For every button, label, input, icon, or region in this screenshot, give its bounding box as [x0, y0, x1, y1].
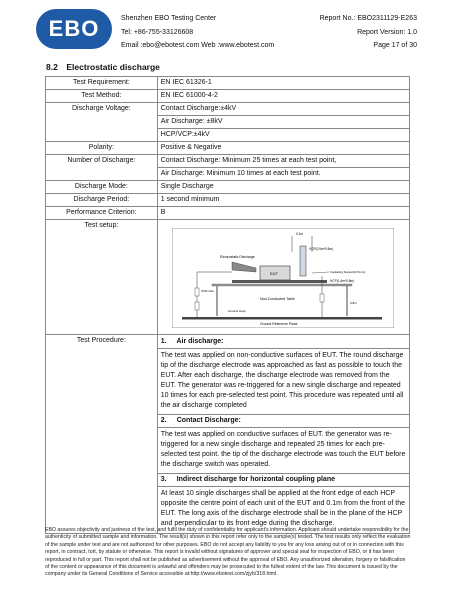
table-row	[46, 155, 410, 181]
discharge-period-value: 1 second minimum	[157, 194, 409, 207]
procedure-3-body: At least 10 single discharges shall be applied at the front edge of each HCP opposite the centre point of each unit of the EUT and 0.1m from the front of the EUT. The long axis of the discharge electrode shall be in the plane of the HCP and perpendicular to its front edge during the discharge.	[160, 490, 405, 527]
number-of-discharge-label: Number of Discharge:	[46, 155, 158, 181]
eut-label: EUT	[269, 271, 278, 276]
table-row	[46, 77, 410, 90]
ground-plane	[182, 317, 382, 320]
disclaimer-footer: EBO assures objectivity and justness of the test, and fulfil the duty of confidentiality for applicant's information. Applicant should undertake responsibility for the authenticity of submitted sample and information. The result(s) shown in this report refer only to the sample(s) tested. The test results only reflect the evaluation of the sample under test and are not authorized for other purposes. EBO do not accept any liability to you for any loss arising out of or in connection with this report, in contract, tort, by statute or otherwise. This report is invalid without signatures of approver and special seal for inspection of EBO, or it has been reproduced in full or part. This report shall not be published as advertisement without the approval of EBO. Any unauthorized alteration, forgery or falsification of the content or appearance of this document is unlawful and offenders may be prosecuted to the fullest extent of the law. This document is issued by the company under its General Conditions of Service accessible at:http://www.ebotest.com/zjyb/318.html.	[45, 527, 411, 578]
hcp-label: HCP(1.6m*0.8m)	[329, 279, 355, 283]
procedure-2-title: Contact Discharge:	[176, 417, 241, 424]
procedure-3-number: 3.	[160, 476, 167, 483]
ground-strap-label: Ground strap	[227, 309, 246, 313]
report-number: Report No.: EBO2311129-E263	[319, 15, 417, 22]
table-top	[212, 284, 352, 286]
procedure-3-heading	[158, 474, 409, 487]
company-name: Shenzhen EBO Testing Center	[121, 15, 217, 22]
esd-spec-table	[45, 76, 410, 534]
discharge-mode-label: Discharge Mode:	[46, 181, 158, 194]
procedure-2-number: 2.	[160, 417, 167, 424]
test-method-label: Test Method:	[46, 90, 158, 103]
vcp-dimension-label: 0.1m	[295, 232, 303, 236]
procedure-2-body: The test was applied on conductive surfaces of EUT. the generator was re-triggered for a new single discharge and repeated 25 times for each pre-selected test point. the tip of the discharge electrode was touch the EUT before the discharge switch was operated.	[158, 428, 409, 474]
discharge-period-label: Discharge Period:	[46, 194, 158, 207]
test-requirement-value: EN IEC 61326-1	[157, 77, 409, 90]
resistor-icon	[195, 288, 199, 296]
section-number: 8.2	[46, 62, 58, 72]
test-setup-label: Test setup:	[46, 220, 158, 335]
table-row	[46, 207, 410, 220]
company-email-web: Email :ebo@ebotest.com Web :www.ebotest.com	[121, 42, 275, 49]
esd-test-setup-diagram	[172, 228, 394, 328]
vcp-plate	[300, 246, 306, 276]
performance-criterion-label: Performance Criterion:	[46, 207, 158, 220]
page-header	[0, 0, 450, 56]
polarity-label: Polarity:	[46, 142, 158, 155]
test-setup-cell	[157, 220, 409, 335]
procedure-3-title: Indirect discharge for horizontal coupling plane	[176, 476, 335, 483]
procedure-1-heading	[158, 336, 409, 349]
polarity-value: Positive & Negative	[157, 142, 409, 155]
number-of-discharge-values	[157, 155, 409, 181]
procedure-2-heading	[158, 415, 409, 428]
hcp-plate	[232, 280, 327, 283]
discharge-voltage-values	[157, 103, 409, 142]
hcp-vcp-voltage: HCP/VCP:±4kV	[158, 128, 409, 140]
table-label: Non-Conducted Table	[259, 297, 295, 301]
contact-count: Contact Discharge: Minimum 25 times at each test point,	[160, 157, 337, 164]
procedure-1-number: 1.	[160, 338, 167, 345]
table-row	[46, 90, 410, 103]
discharge-label: Electrostatic Discharge	[219, 255, 255, 259]
performance-criterion-value: B	[157, 207, 409, 220]
test-requirement-label: Test Requirement:	[46, 77, 158, 90]
table-row	[46, 142, 410, 155]
resistor-icon	[320, 294, 324, 302]
company-tel: Tel: +86-755-33126608	[121, 28, 194, 36]
resistor-label: 470k ohm	[200, 289, 214, 293]
discharge-voltage-label: Discharge Voltage:	[46, 103, 158, 142]
report-version: Report Version: 1.0	[357, 28, 417, 36]
support-label: Insulating Support(0.5mm)	[329, 270, 366, 274]
page-number: Page 17 of 30	[373, 42, 417, 49]
air-voltage: Air Discharge: ±8kV	[158, 115, 409, 127]
resistor-icon	[195, 302, 199, 310]
procedure-1-body: The test was applied on non-conductive surfaces of EUT. The round discharge tip of the discharge electrode was approached as fast as possible to touch the EUT. After each discharge, the discharge electrode was removed from the EUT. The generator was re-triggered for a new single discharge and repeated 10 times for each pre-selected test point. This procedure was repeated until all the air discharge completed	[158, 349, 409, 415]
company-info	[121, 12, 274, 53]
procedure-1-title: Air discharge:	[176, 338, 224, 345]
section-title	[46, 62, 160, 72]
table-row	[46, 220, 410, 335]
table-row	[46, 103, 410, 142]
vcp-label: VCP(0.5m*0.5m)	[308, 247, 333, 251]
test-method-value: EN IEC 61000-4-2	[157, 90, 409, 103]
contact-voltage: Contact Discharge:±4kV	[160, 105, 237, 112]
table-row	[46, 335, 410, 534]
table-height-label: 0.8m	[349, 301, 357, 305]
table-row	[46, 181, 410, 194]
table-row	[46, 194, 410, 207]
test-procedure-cell	[157, 335, 409, 534]
test-procedure-label: Test Procedure:	[46, 335, 158, 534]
air-count: Air Discharge: Minimum 10 times at each test point.	[158, 167, 409, 179]
ground-plane-label: Ground Reference Plane	[259, 322, 298, 326]
section-name: Electrostatic discharge	[66, 62, 160, 72]
discharge-mode-value: Single Discharge	[157, 181, 409, 194]
ebo-logo: EBO	[36, 9, 112, 49]
report-info	[320, 12, 417, 53]
